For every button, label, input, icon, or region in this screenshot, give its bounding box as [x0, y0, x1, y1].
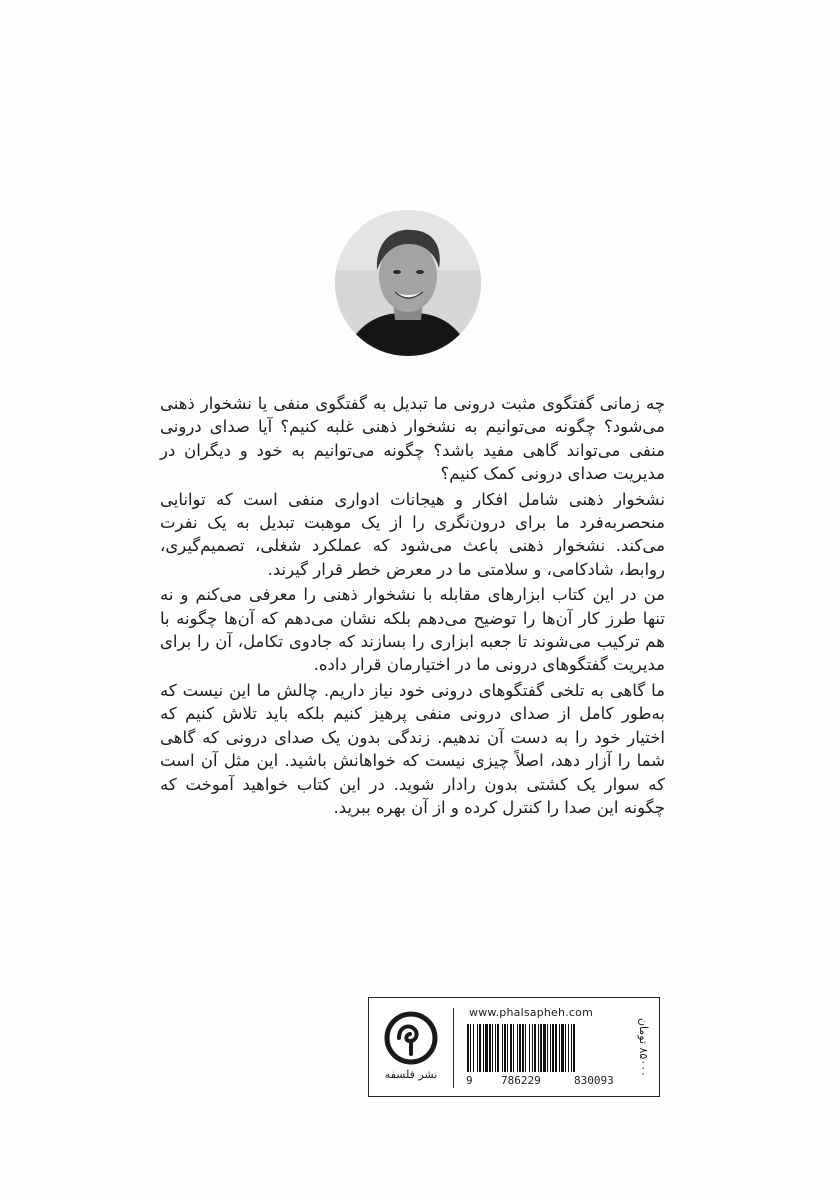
back-cover-blurb: [160, 392, 665, 821]
blurb-paragraph-2: نشخوار ذهنی شامل افکار و هیجانات ادواری منفی است که توانایی منحصربه‌فرد ما برای درون‌نگری را از یک موهبت تبدیل به یک نفرت می‌کند. نشخوار ذهنی باعث می‌شود که عملکرد شغلی، تصمیم‌گیری، روابط، شادکامی، و سلامتی ما در معرض خطر قرار گیرند.: [160, 489, 665, 579]
publisher-barcode-box: [368, 997, 660, 1097]
author-portrait-image: [335, 210, 481, 356]
publisher-website: www.phalsapheh.com: [469, 1006, 593, 1019]
blurb-paragraph-3: من در این کتاب ابزارهای مقابله با نشخوار ذهنی را معرفی می‌کنم و نه تنها طرز کار آن‌ها را توضیح می‌دهم بلکه نشان می‌دهم که آن‌ها چگونه با هم ترکیب می‌شوند تا جعبه ابزاری را بسازند که جادوی تکامل، آن را برای مدیریت گفتگوهای درونی ما در اختیارمان قرار داده.: [160, 585, 665, 675]
divider: [453, 1008, 454, 1088]
author-photo: [335, 210, 481, 356]
isbn-digit-prefix: 9: [466, 1074, 473, 1087]
isbn-digits-left: 786229: [501, 1074, 541, 1087]
isbn-digits-right: 830093: [574, 1074, 614, 1087]
publisher-name: نشر فلسفه: [384, 1068, 438, 1081]
phalsapheh-logo-icon: [377, 1008, 445, 1068]
blurb-paragraph-1: چه زمانی گفتگوی مثبت درونی ما تبدیل به گفتگوی منفی یا نشخوار ذهنی می‌شود؟ چگونه می‌توانیم به نشخوار ذهنی غلبه کنیم؟ آیا صدای درونی منفی می‌تواند گاهی مفید باشد؟ چگونه می‌توانیم به خود و دیگران در مدیریت صدای درونی کمک کنیم؟: [160, 394, 665, 484]
price-label: [633, 1004, 655, 1090]
price-text: ۸۵۰۰۰ تومان: [637, 1017, 651, 1077]
isbn-barcode: [465, 1024, 627, 1072]
blurb-paragraph-4: ما گاهی به تلخی گفتگوهای درونی خود نیاز داریم. چالش ما این نیست که به‌طور کامل از صدای درونی منفی پرهیز کنیم بلکه باید تلاش کنیم که اختیار خود را به دست آن ندهیم. زندگی بدون یک صدای درونی که گاهی شما را آزار دهد، اصلاً چیزی نیست که خواهانش باشید. این مثل آن است که سوار یک کشتی بدون رادار شوید. در این کتاب خواهید آموخت که چگونه این صدا را کنترل کرده و از آن بهره ببرید.: [160, 680, 665, 817]
